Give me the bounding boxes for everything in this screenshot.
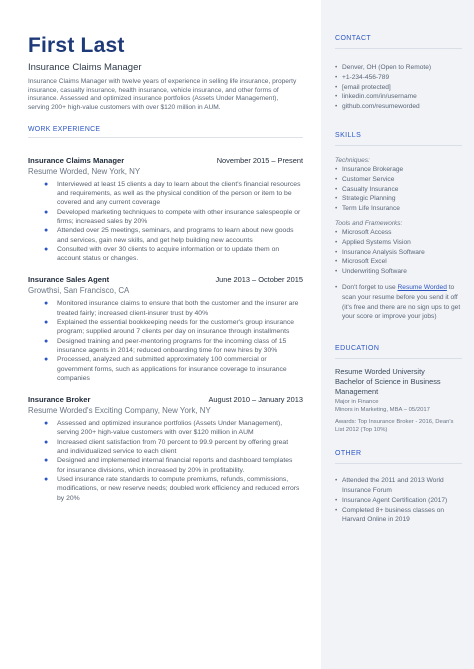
resume-worded-note — [335, 283, 462, 322]
bullet-item — [28, 337, 303, 356]
tools-list — [335, 228, 462, 277]
bullet-item — [28, 245, 303, 264]
section-divider — [335, 463, 462, 464]
bullet-icon: ● — [44, 420, 49, 428]
job-header-row — [28, 395, 303, 405]
main-column — [28, 34, 303, 503]
other-heading: OTHER — [335, 450, 362, 458]
tool-item: • Underwriting Software — [335, 267, 462, 277]
bullet-icon: ● — [44, 227, 49, 235]
tool-item: • Microsoft Excel — [335, 257, 462, 267]
bullet-icon: ● — [44, 337, 49, 345]
job-title: Insurance Sales Agent — [28, 275, 110, 285]
bullet-text: Explained the essential bookkeeping needs for the customer's group insurance program; supplied around 7 clients per day on insurance through installments — [57, 319, 295, 336]
contact-item: • Denver, OH (Open to Remote) — [335, 63, 462, 73]
jobs-list — [28, 156, 303, 503]
candidate-title: Insurance Claims Manager — [28, 62, 142, 73]
tool-item: • Insurance Analysis Software — [335, 248, 462, 258]
bullet-item — [28, 475, 303, 503]
work-experience-heading: WORK EXPERIENCE — [28, 125, 101, 133]
job-title: Insurance Claims Manager — [28, 155, 125, 165]
skill-item: • Customer Service — [335, 175, 462, 185]
other-item: • Attended the 2011 and 2013 World Insurance Forum — [335, 476, 462, 496]
other-list — [335, 476, 462, 525]
other-item: • Completed 8+ business classes on Harvard Online in 2019 — [335, 506, 462, 526]
tools-label: Tools and Frameworks: — [335, 219, 403, 227]
skill-item: • Casualty Insurance — [335, 185, 462, 195]
bullet-icon: ● — [44, 300, 49, 308]
skill-item: • Strategic Planning — [335, 194, 462, 204]
job-dates: August 2010 – January 2013 — [208, 395, 303, 405]
bullet-item — [28, 456, 303, 475]
job-header-row — [28, 275, 303, 285]
bullet-text: Interviewed at least 15 clients a day to learn about the client's financial resources and requirements, as well as the physical condition of the person or item to be covered and any current coverage — [57, 180, 301, 207]
bullet-text: Attended over 25 meetings, seminars, and programs to learn about new goods and services, gain new skills, and get help building new accounts — [57, 227, 294, 244]
contact-item: • [email protected] — [335, 83, 462, 93]
bullet-icon: ● — [44, 319, 49, 327]
techniques-list — [335, 165, 462, 214]
edu-awards: Awards: Top Insurance Broker - 2016, Dean's List 2012 (Top 10%) — [335, 419, 454, 434]
section-divider — [335, 145, 462, 146]
bullet-icon: ● — [44, 457, 49, 465]
bullet-icon: ● — [44, 208, 49, 216]
contact-heading: CONTACT — [335, 35, 372, 42]
edu-major: Major in Finance — [335, 399, 379, 406]
bullet-text: Increased client satisfaction from 70 percent to 99.9 percent by offering great and individualized service to each client — [57, 438, 289, 456]
bullet-text: Monitored insurance claims to ensure that both the customer and the insurer are treated fairly; increased client-insurer trust by 40% — [57, 300, 299, 317]
bullet-icon: ● — [44, 438, 49, 446]
bullet-item — [28, 355, 303, 383]
edu-degree: Bachelor of Science in Business Management — [335, 377, 441, 397]
candidate-name: First Last — [28, 34, 125, 57]
bullet-item — [28, 299, 303, 318]
bullet-icon: ● — [44, 180, 49, 188]
job-entry — [28, 156, 303, 264]
bullet-text: Consulted with over 30 clients to acquire information or to update them on account status or changes. — [57, 245, 280, 263]
bullet-icon: ● — [44, 245, 49, 253]
contact-item: • +1-234-456-789 — [335, 73, 462, 83]
job-entry — [28, 395, 303, 503]
note-prefix: Don't forget to use — [342, 283, 398, 291]
bullet-icon: ● — [44, 475, 49, 483]
note-suffix: to scan your resume before you send it off (it's free and there are no sign ups to get your score or improve your jobs) — [342, 283, 461, 321]
sidebar — [321, 0, 474, 669]
resume-worded-link[interactable]: Resume Worded — [397, 283, 447, 291]
summary: Insurance Claims Manager with twelve years of experience in selling life insurance, property insurance, casualty insurance, health insurance, vehicle insurance, and other forms of insurance. Assessed and optimized insurance portfolios (Assets Under Management), serving 200+ high-value customers with over $120 million in AUM. — [28, 78, 297, 112]
section-divider — [335, 48, 462, 49]
bullet-item — [28, 226, 303, 245]
bullet-text: Assessed and optimized insurance portfolios (Assets Under Management), serving 200+ high-value customers with over $120 million in AUM — [57, 420, 283, 437]
job-entry — [28, 275, 303, 383]
bullet-text: Used insurance rate standards to compute premiums, refunds, commissions, modifications, or new reserve needs; doubled work efficiency and reduced errors by 20% — [57, 475, 300, 502]
contact-list — [335, 63, 462, 112]
tool-item: • Microsoft Access — [335, 228, 462, 238]
education-heading: EDUCATION — [335, 345, 380, 353]
bullet-item — [28, 208, 303, 227]
job-bullets — [28, 180, 303, 264]
job-company: Resume Worded's Exciting Company, New York, NY — [28, 406, 211, 416]
bullet-text: Designed training and peer-mentoring programs for the incoming class of 15 insurance agents in 2014; reduced onboarding time for new hires by 30% — [57, 337, 287, 354]
job-header-row — [28, 156, 303, 166]
bullet-item — [28, 180, 303, 208]
job-dates: June 2013 – October 2015 — [215, 275, 303, 285]
other-item: • Insurance Agent Certification (2017) — [335, 496, 462, 506]
job-dates: November 2015 – Present — [216, 155, 303, 165]
skills-heading: SKILLS — [335, 131, 362, 139]
bullet-text: Developed marketing techniques to compete with other insurance salespeople or firms; increased sales by 20% — [57, 208, 301, 225]
skill-item: • Insurance Brokerage — [335, 165, 462, 175]
bullet-item — [28, 419, 303, 438]
edu-minor: Minors in Marketing, MBA – 05/2017 — [335, 407, 430, 414]
skill-item: • Term Life Insurance — [335, 204, 462, 214]
job-bullets — [28, 419, 303, 503]
section-divider — [335, 358, 462, 359]
contact-item: • github.com/resumeworded — [335, 102, 462, 112]
edu-school: Resume Worded University — [335, 367, 425, 377]
section-divider — [28, 137, 303, 138]
bullet-item — [28, 318, 303, 337]
bullet-item — [28, 438, 303, 457]
bullet-icon: ● — [44, 356, 49, 364]
bullet-text: Processed, analyzed and submitted approximately 100 commercial or government forms, such as applications for insurance coverage to insurance companies — [57, 356, 287, 382]
job-bullets — [28, 299, 303, 383]
job-company: Growthsi, San Francisco, CA — [28, 286, 130, 296]
job-company: Resume Worded, New York, NY — [28, 166, 141, 176]
job-title: Insurance Broker — [28, 395, 91, 405]
techniques-label: Techniques: — [335, 156, 370, 164]
bullet-text: Designed and implemented internal financial reports and dashboard templates for insurance divisions, which increased by 20% in profitability. — [57, 457, 293, 474]
tool-item: • Applied Systems Vision — [335, 238, 462, 248]
contact-item: • linkedin.com/in/username — [335, 92, 462, 102]
